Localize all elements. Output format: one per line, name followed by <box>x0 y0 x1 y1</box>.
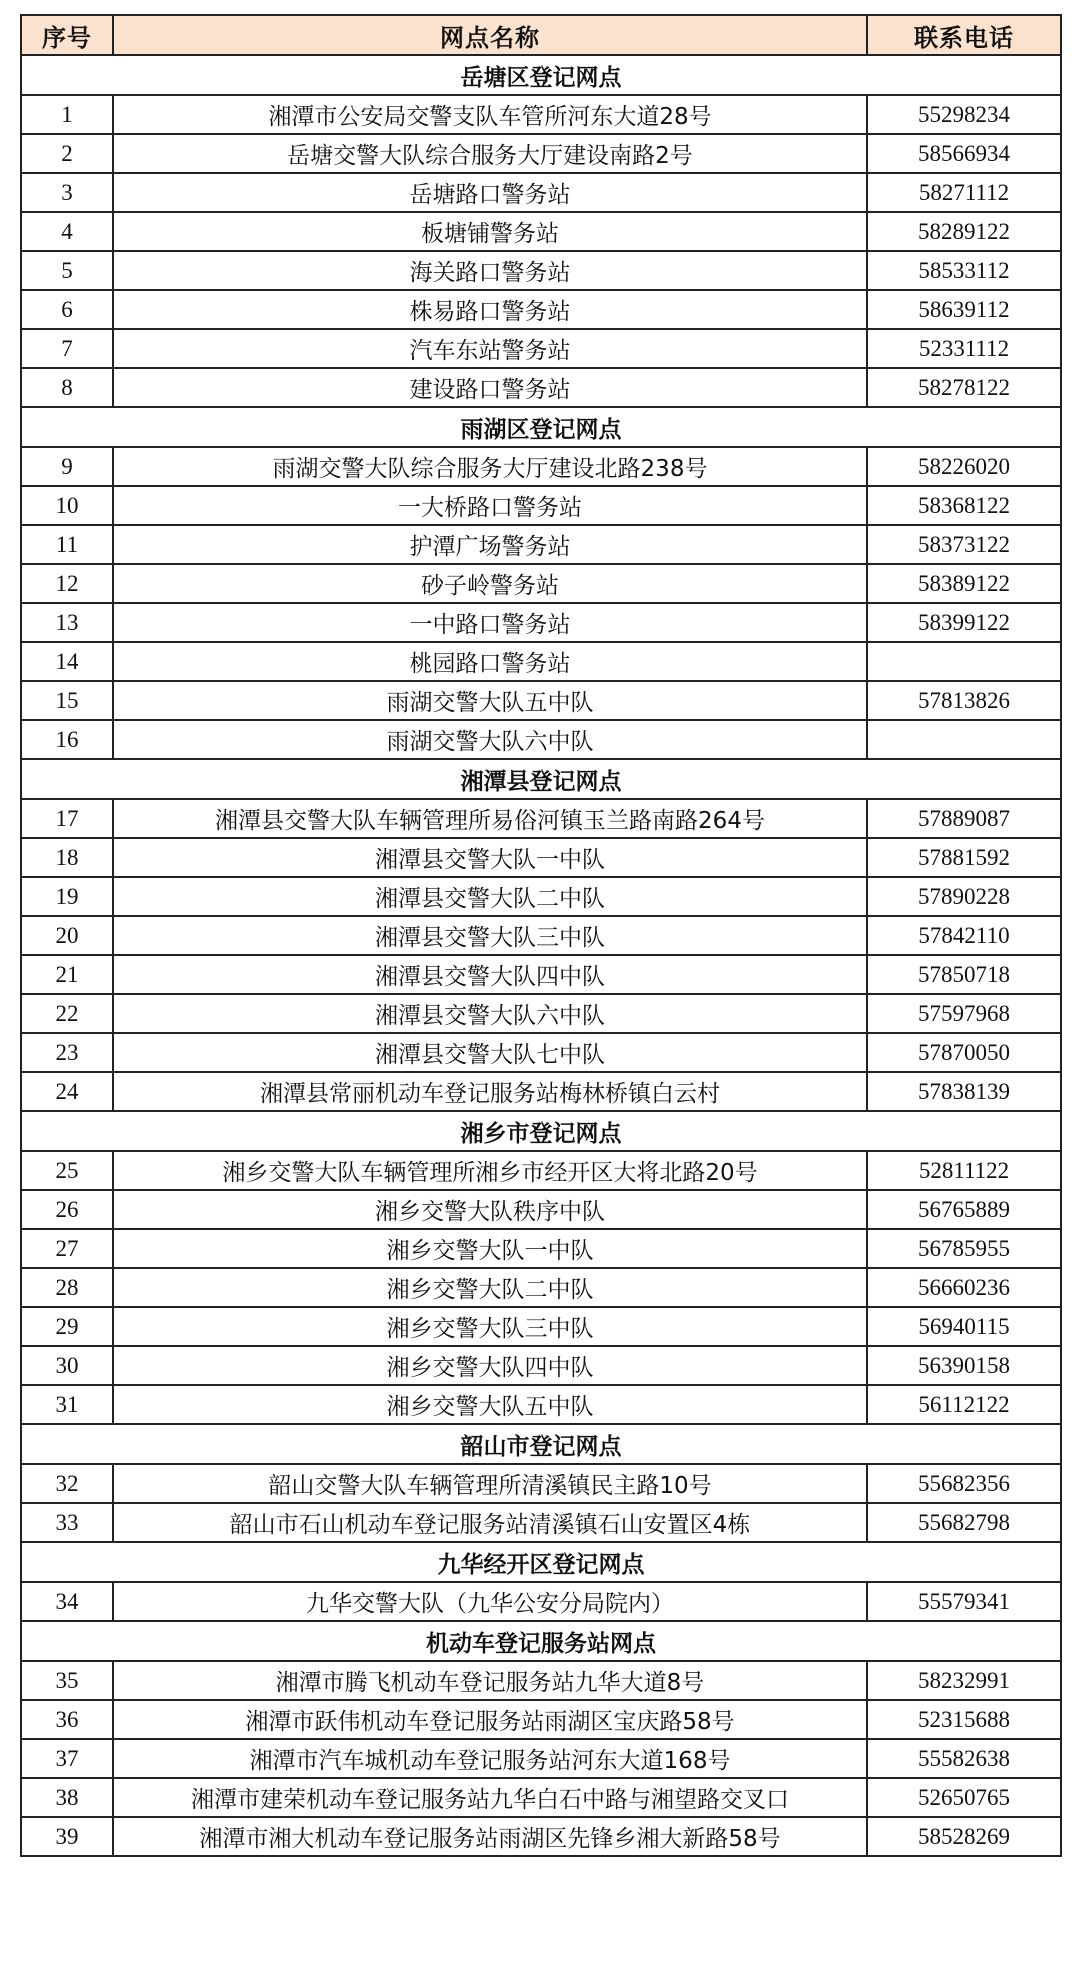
row-phone: 58528269 <box>867 1817 1061 1856</box>
row-phone: 58289122 <box>867 212 1061 251</box>
row-phone: 58232991 <box>867 1661 1061 1700</box>
row-name: 湘潭市汽车城机动车登记服务站河东大道168号 <box>113 1739 867 1778</box>
row-index: 31 <box>21 1385 113 1424</box>
row-index: 8 <box>21 368 113 407</box>
section-row <box>21 1424 1061 1464</box>
table-row <box>21 1700 1061 1739</box>
table-row <box>21 1503 1061 1542</box>
row-name: 桃园路口警务站 <box>113 642 867 681</box>
row-phone: 55682798 <box>867 1503 1061 1542</box>
row-name: 湘潭县交警大队四中队 <box>113 955 867 994</box>
row-name: 湘潭市跃伟机动车登记服务站雨湖区宝庆路58号 <box>113 1700 867 1739</box>
table-row <box>21 1739 1061 1778</box>
section-row <box>21 55 1061 95</box>
row-index: 7 <box>21 329 113 368</box>
table-row <box>21 447 1061 486</box>
row-phone: 56390158 <box>867 1346 1061 1385</box>
table-row <box>21 1033 1061 1072</box>
row-index: 11 <box>21 525 113 564</box>
row-phone: 57881592 <box>867 838 1061 877</box>
table-row <box>21 1661 1061 1700</box>
section-row <box>21 1111 1061 1151</box>
row-index: 27 <box>21 1229 113 1268</box>
table-row <box>21 1385 1061 1424</box>
row-name: 湘潭县交警大队三中队 <box>113 916 867 955</box>
row-name: 湘潭市公安局交警支队车管所河东大道28号 <box>113 95 867 134</box>
row-index: 26 <box>21 1190 113 1229</box>
section-title: 韶山市登记网点 <box>21 1424 1061 1464</box>
table-row <box>21 1268 1061 1307</box>
table-row <box>21 1072 1061 1111</box>
row-index: 22 <box>21 994 113 1033</box>
row-name: 湘潭县交警大队一中队 <box>113 838 867 877</box>
row-index: 33 <box>21 1503 113 1542</box>
row-index: 4 <box>21 212 113 251</box>
table-row <box>21 799 1061 838</box>
row-phone <box>867 720 1061 759</box>
section-row <box>21 759 1061 799</box>
table-row <box>21 368 1061 407</box>
row-index: 19 <box>21 877 113 916</box>
registration-points-table-sheet <box>20 14 1060 1857</box>
row-name: 湘乡交警大队二中队 <box>113 1268 867 1307</box>
row-phone: 56112122 <box>867 1385 1061 1424</box>
row-index: 37 <box>21 1739 113 1778</box>
row-phone: 52650765 <box>867 1778 1061 1817</box>
header-index: 序号 <box>21 15 113 55</box>
row-name: 湘潭市腾飞机动车登记服务站九华大道8号 <box>113 1661 867 1700</box>
row-phone: 52315688 <box>867 1700 1061 1739</box>
table-row <box>21 681 1061 720</box>
table-header <box>21 15 1061 55</box>
row-index: 35 <box>21 1661 113 1700</box>
row-name: 板塘铺警务站 <box>113 212 867 251</box>
row-phone: 58271112 <box>867 173 1061 212</box>
section-title: 九华经开区登记网点 <box>21 1542 1061 1582</box>
row-index: 12 <box>21 564 113 603</box>
row-phone: 57889087 <box>867 799 1061 838</box>
row-name: 雨湖交警大队五中队 <box>113 681 867 720</box>
row-index: 15 <box>21 681 113 720</box>
row-name: 湘乡交警大队三中队 <box>113 1307 867 1346</box>
row-index: 24 <box>21 1072 113 1111</box>
row-index: 18 <box>21 838 113 877</box>
section-row <box>21 1542 1061 1582</box>
row-phone: 55579341 <box>867 1582 1061 1621</box>
row-index: 20 <box>21 916 113 955</box>
row-name: 湘潭市建荣机动车登记服务站九华白石中路与湘望路交叉口 <box>113 1778 867 1817</box>
row-name: 韶山市石山机动车登记服务站清溪镇石山安置区4栋 <box>113 1503 867 1542</box>
section-title: 湘乡市登记网点 <box>21 1111 1061 1151</box>
row-index: 36 <box>21 1700 113 1739</box>
row-phone: 58533112 <box>867 251 1061 290</box>
row-phone: 57842110 <box>867 916 1061 955</box>
table-row <box>21 1307 1061 1346</box>
section-row <box>21 1621 1061 1661</box>
table-row <box>21 720 1061 759</box>
row-index: 25 <box>21 1151 113 1190</box>
row-phone: 58399122 <box>867 603 1061 642</box>
row-index: 23 <box>21 1033 113 1072</box>
row-phone: 58566934 <box>867 134 1061 173</box>
row-name: 湘乡交警大队车辆管理所湘乡市经开区大将北路20号 <box>113 1151 867 1190</box>
table-row <box>21 329 1061 368</box>
table-row <box>21 642 1061 681</box>
row-phone: 58389122 <box>867 564 1061 603</box>
row-name: 湘潭县交警大队六中队 <box>113 994 867 1033</box>
row-name: 护潭广场警务站 <box>113 525 867 564</box>
table-row <box>21 134 1061 173</box>
row-phone: 57597968 <box>867 994 1061 1033</box>
table-row <box>21 1229 1061 1268</box>
row-index: 34 <box>21 1582 113 1621</box>
row-phone: 57890228 <box>867 877 1061 916</box>
row-index: 9 <box>21 447 113 486</box>
row-index: 13 <box>21 603 113 642</box>
row-phone: 56785955 <box>867 1229 1061 1268</box>
table-row <box>21 916 1061 955</box>
row-name: 一中路口警务站 <box>113 603 867 642</box>
row-index: 14 <box>21 642 113 681</box>
row-name: 岳塘交警大队综合服务大厅建设南路2号 <box>113 134 867 173</box>
row-phone: 57813826 <box>867 681 1061 720</box>
table-body <box>21 55 1061 1856</box>
row-phone: 57838139 <box>867 1072 1061 1111</box>
row-name: 湘潭县交警大队车辆管理所易俗河镇玉兰路南路264号 <box>113 799 867 838</box>
row-phone: 52331112 <box>867 329 1061 368</box>
section-row <box>21 407 1061 447</box>
section-title: 雨湖区登记网点 <box>21 407 1061 447</box>
row-phone: 58373122 <box>867 525 1061 564</box>
row-index: 30 <box>21 1346 113 1385</box>
row-phone: 55582638 <box>867 1739 1061 1778</box>
row-index: 17 <box>21 799 113 838</box>
row-name: 湘潭县常丽机动车登记服务站梅林桥镇白云村 <box>113 1072 867 1111</box>
row-phone: 58278122 <box>867 368 1061 407</box>
table-row <box>21 994 1061 1033</box>
table-row <box>21 525 1061 564</box>
row-index: 1 <box>21 95 113 134</box>
section-title: 机动车登记服务站网点 <box>21 1621 1061 1661</box>
row-phone: 58226020 <box>867 447 1061 486</box>
table-row <box>21 1346 1061 1385</box>
row-phone: 56940115 <box>867 1307 1061 1346</box>
table-row <box>21 1817 1061 1856</box>
row-phone: 56765889 <box>867 1190 1061 1229</box>
row-index: 5 <box>21 251 113 290</box>
table-row <box>21 1151 1061 1190</box>
row-index: 16 <box>21 720 113 759</box>
row-name: 韶山交警大队车辆管理所清溪镇民主路10号 <box>113 1464 867 1503</box>
row-index: 3 <box>21 173 113 212</box>
header-phone: 联系电话 <box>867 15 1061 55</box>
row-index: 2 <box>21 134 113 173</box>
row-phone: 55682356 <box>867 1464 1061 1503</box>
row-index: 6 <box>21 290 113 329</box>
row-index: 39 <box>21 1817 113 1856</box>
row-phone: 58368122 <box>867 486 1061 525</box>
row-name: 湘乡交警大队四中队 <box>113 1346 867 1385</box>
table-row <box>21 1464 1061 1503</box>
header-name: 网点名称 <box>113 15 867 55</box>
row-name: 九华交警大队（九华公安分局院内） <box>113 1582 867 1621</box>
table-row <box>21 173 1061 212</box>
row-name: 株易路口警务站 <box>113 290 867 329</box>
section-title: 岳塘区登记网点 <box>21 55 1061 95</box>
table-row <box>21 838 1061 877</box>
table-row <box>21 955 1061 994</box>
table-row <box>21 212 1061 251</box>
row-index: 38 <box>21 1778 113 1817</box>
row-index: 29 <box>21 1307 113 1346</box>
row-name: 湘乡交警大队一中队 <box>113 1229 867 1268</box>
row-phone: 52811122 <box>867 1151 1061 1190</box>
row-name: 建设路口警务站 <box>113 368 867 407</box>
table-row <box>21 251 1061 290</box>
row-name: 湘潭县交警大队七中队 <box>113 1033 867 1072</box>
row-phone <box>867 642 1061 681</box>
registration-points-table <box>20 14 1062 1857</box>
row-name: 湘乡交警大队五中队 <box>113 1385 867 1424</box>
table-row <box>21 564 1061 603</box>
table-row <box>21 95 1061 134</box>
row-name: 湘潭县交警大队二中队 <box>113 877 867 916</box>
header-row <box>21 15 1061 55</box>
row-phone: 57850718 <box>867 955 1061 994</box>
row-phone: 57870050 <box>867 1033 1061 1072</box>
table-row <box>21 486 1061 525</box>
row-name: 海关路口警务站 <box>113 251 867 290</box>
row-phone: 55298234 <box>867 95 1061 134</box>
row-index: 32 <box>21 1464 113 1503</box>
table-row <box>21 1582 1061 1621</box>
table-row <box>21 603 1061 642</box>
row-index: 21 <box>21 955 113 994</box>
row-name: 雨湖交警大队综合服务大厅建设北路238号 <box>113 447 867 486</box>
row-name: 雨湖交警大队六中队 <box>113 720 867 759</box>
row-index: 10 <box>21 486 113 525</box>
row-name: 砂子岭警务站 <box>113 564 867 603</box>
table-row <box>21 1778 1061 1817</box>
row-name: 汽车东站警务站 <box>113 329 867 368</box>
row-phone: 56660236 <box>867 1268 1061 1307</box>
table-row <box>21 877 1061 916</box>
section-title: 湘潭县登记网点 <box>21 759 1061 799</box>
row-name: 湘潭市湘大机动车登记服务站雨湖区先锋乡湘大新路58号 <box>113 1817 867 1856</box>
row-name: 湘乡交警大队秩序中队 <box>113 1190 867 1229</box>
row-name: 岳塘路口警务站 <box>113 173 867 212</box>
row-phone: 58639112 <box>867 290 1061 329</box>
table-row <box>21 290 1061 329</box>
row-name: 一大桥路口警务站 <box>113 486 867 525</box>
table-row <box>21 1190 1061 1229</box>
row-index: 28 <box>21 1268 113 1307</box>
